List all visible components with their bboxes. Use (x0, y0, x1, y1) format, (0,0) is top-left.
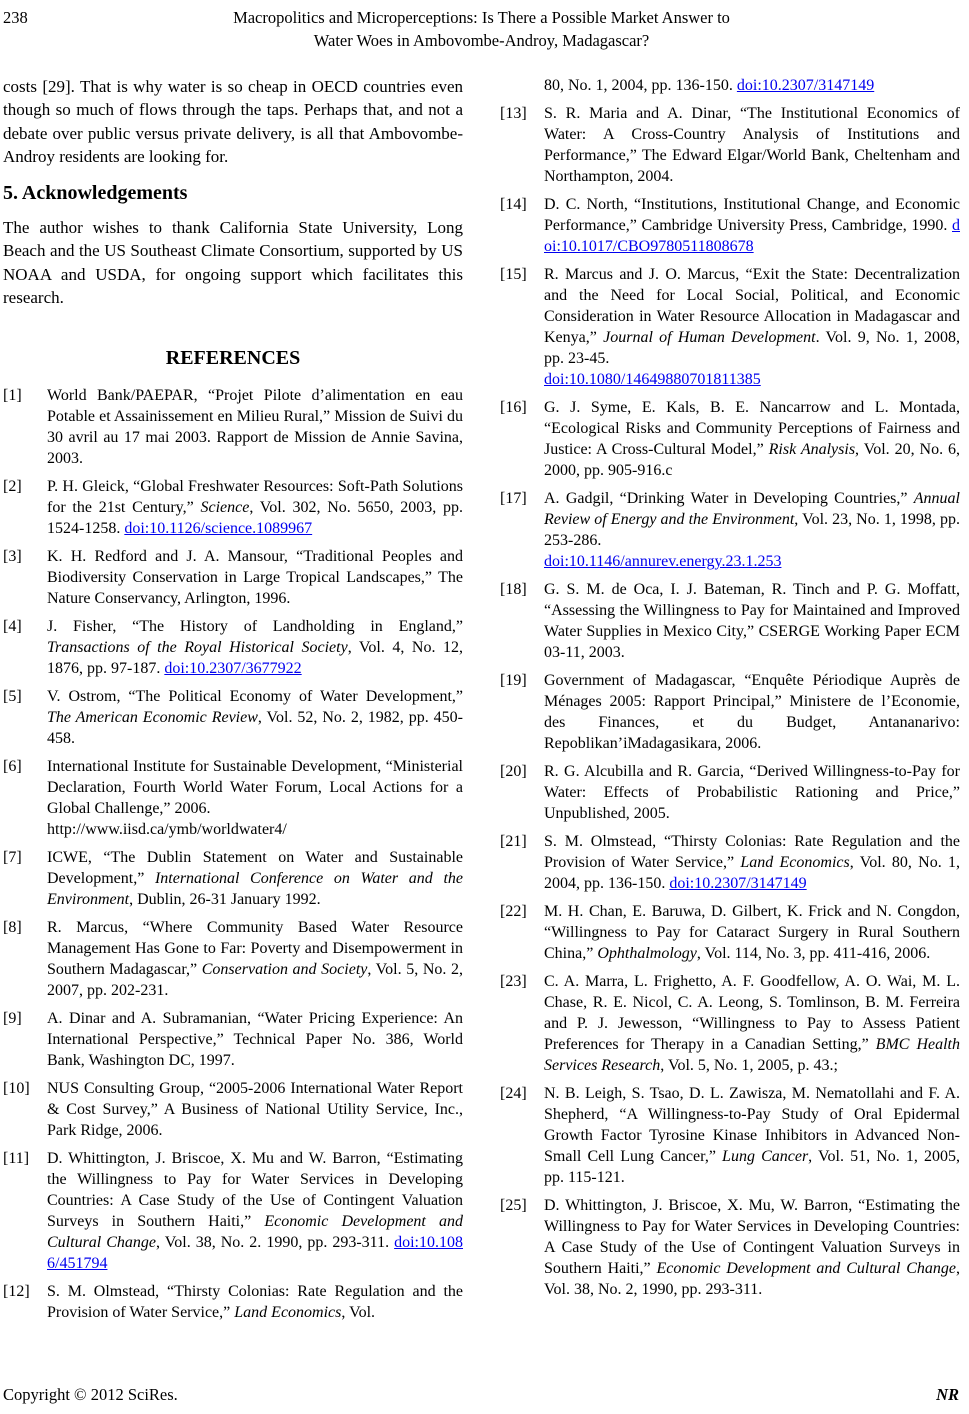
reference-text (544, 266, 960, 388)
reference-number: [13] (500, 105, 527, 122)
reference-text (544, 581, 960, 661)
reference-item (500, 397, 960, 481)
page-number: 238 (3, 8, 28, 27)
reference-segment: G. J. Syme, E. Kals, B. E. Nancarrow and L. Montada, “Ecological Risks and Community Perceptions of Fairness and Justice: A Cross-Cultural Model,” (544, 399, 960, 458)
reference-number: [15] (500, 266, 527, 283)
reference-number: [22] (500, 903, 527, 920)
reference-number: [18] (500, 581, 527, 598)
right-column (500, 75, 960, 1330)
reference-number: [11] (3, 1150, 30, 1168)
reference-segment: D. C. North, “Institutions, Institutional Change, and Economic Performance,” Cambridge University Press, Cambridge, 1990. (544, 196, 960, 234)
url-link[interactable]: http://www.iisd.ca/ymb/worldwater4/ (47, 821, 287, 839)
reference-text (47, 1283, 463, 1321)
reference-item (500, 264, 960, 390)
reference-number: [25] (500, 1197, 527, 1214)
reference-segment: S. M. Olmstead, “Thirsty Colonias: Rate Regulation and the Provision of Water Service,” (47, 1283, 463, 1322)
reference-segment: D. Whittington, J. Briscoe, X. Mu and W. Barron, “Estimating the Willingness to Pay for Water Services in Developing Countries: A Case Study of the Use of Contingent Valuation Surveys in Southern Haiti,” (47, 1150, 463, 1231)
reference-item (500, 579, 960, 663)
reference-segment: , Vol. 5, No. 2, 2007, pp. 202-231. (47, 961, 463, 1000)
reference-segment: , Vol. 302, No. 5650, 2003, pp. 1524-1258. (47, 499, 464, 538)
doi-link[interactable]: doi:10.1146/annurev.energy.23.1.253 (544, 553, 782, 570)
reference-item (3, 917, 463, 1001)
reference-number: [17] (500, 490, 527, 507)
reference-text (47, 849, 463, 908)
reference-segment: , Vol. 5, No. 1, 2005, p. 43.; (660, 1057, 838, 1074)
reference-text (47, 618, 463, 677)
doi-link[interactable]: doi:10.2307/3147149 (736, 77, 875, 94)
reference-number: [16] (500, 399, 527, 416)
reference-segment: N. B. Leigh, S. Tsao, D. L. Zawisza, M. Nematollahi and F. A. Shepherd, “A Willingness-to-Pay Study of Oral Epidermal Growth Factor Tyrosine Kinase Inhibitors in Advanced Non-Small Cell Lung Cancer,” (544, 1085, 960, 1165)
doi-link[interactable]: doi:10.1126/science.1089967 (124, 520, 313, 538)
reference-segment: M. H. Chan, E. Baruwa, D. Gilbert, K. Frick and N. Congdon, “Willingness to Pay for Cataract Surgery in Rural Southern China,” (544, 903, 960, 962)
reference-item (500, 1083, 960, 1188)
reference-segment: , Vol. 80, No. 1, 2004, pp. 136-150. (544, 854, 960, 892)
reference-item (3, 385, 463, 469)
reference-text (544, 1085, 960, 1186)
reference-segment: Government of Madagascar, “Enquête Périodique Auprès de Ménages 2005: Rapport Principal,” Ministere de l’Economie, des Finances, et du Budget, Antananarivo: Repoblikan’iMadagasikara, 2006. (544, 672, 960, 752)
reference-text (47, 1010, 463, 1069)
reference-number: [1] (3, 387, 22, 405)
reference-segment: . Vol. 9, No. 1, 2008, pp. 23-45. (544, 329, 961, 367)
italic-title: International Conference on Water and the Environment (47, 870, 463, 909)
italic-title: BMC Health Services Research (544, 1036, 960, 1074)
reference-item (3, 1008, 463, 1071)
reference-text (544, 833, 960, 892)
reference-item (3, 1148, 463, 1274)
reference-item (500, 971, 960, 1076)
reference-segment: R. Marcus, “Where Community Based Water Resource Management Has Gone to Far: Poverty and Disempowerment in Southern Madagascar,” (47, 919, 463, 979)
reference-text (544, 973, 960, 1074)
references-heading: REFERENCES (165, 347, 301, 370)
reference-segment: G. S. M. de Oca, I. J. Bateman, R. Tinch and P. G. Moffatt, “Assessing the Willingness to Pay for Maintained and Improved Water Supplies in Mexico City,” CSERGE Working Paper ECM 03-11, 2003. (544, 581, 960, 661)
reference-item (500, 488, 960, 572)
acknowledgements-text: The author wishes to thank California State University, Long Beach and the US Southeast Climate Consortium, supported by US NOAA and USDA, for ongoing support which facilitates this research. (3, 218, 463, 308)
reference-text (47, 1150, 463, 1272)
reference-item (500, 1195, 960, 1300)
italic-title: Journal of Human Development (603, 329, 816, 346)
reference-segment: D. Whittington, J. Briscoe, X. Mu, W. Barron, “Estimating the Willingness to Pay for Water Services in Developing Countries: A Case Study of the Use of Contingent Valuation Surveys in Southern Haiti,” (544, 1197, 960, 1277)
reference-number: [2] (3, 478, 22, 496)
reference-text (544, 490, 960, 570)
doi-link[interactable]: doi:10.2307/3677922 (164, 660, 302, 678)
reference-text (47, 919, 463, 999)
reference-segment: V. Ostrom, “The Political Economy of Water Development,” (47, 688, 463, 706)
reference-number: [24] (500, 1085, 527, 1102)
reference-segment: , Vol. 38, No. 2. 1990, pp. 293-311. (156, 1234, 395, 1252)
two-column-body (3, 75, 960, 1330)
italic-title: Conservation and Society (201, 961, 368, 979)
reference-text (544, 399, 960, 479)
reference-number: [8] (3, 919, 22, 937)
reference-number: [10] (3, 1080, 30, 1098)
italic-title: Transactions of the Royal Historical Society (47, 639, 348, 657)
reference-segment: R. Marcus and J. O. Marcus, “Exit the State: Decentralization and the Need for Local Social, Political, and Economic Consideration in Water Resource Allocation in Madagascar and Kenya,” (544, 266, 960, 346)
italic-title: Annual Review of Energy and the Environment (544, 490, 960, 528)
reference-item (3, 756, 463, 840)
reference-text (47, 478, 463, 537)
reference-item (3, 546, 463, 609)
journal-code: NR (936, 1385, 959, 1404)
reference-item (3, 1078, 463, 1141)
reference-item (500, 75, 960, 96)
reference-number: [4] (3, 618, 22, 636)
left-column (3, 75, 463, 1330)
copyright-notice: Copyright © 2012 SciRes. (3, 1385, 178, 1404)
reference-segment: ICWE, “The Dublin Statement on Water and Sustainable Development,” (47, 849, 463, 888)
reference-number: [19] (500, 672, 527, 689)
reference-segment: S. M. Olmstead, “Thirsty Colonias: Rate Regulation and the Provision of Water Service,” (544, 833, 960, 871)
reference-text (47, 758, 463, 838)
italic-title: The American Economic Review (47, 709, 258, 727)
reference-number: [23] (500, 973, 527, 990)
reference-item (3, 847, 463, 910)
italic-title: Economic Development and Cultural Change (656, 1260, 956, 1277)
reference-text (544, 1197, 960, 1298)
italic-title: Land Economics (234, 1304, 342, 1322)
reference-segment: R. G. Alcubilla and R. Garcia, “Derived Willingness-to-Pay for Water: Effects of Probabilistic Rationing and Price,” Unpublished, 2005. (544, 763, 960, 822)
reference-segment: P. H. Gleick, “Global Freshwater Resources: Soft-Path Solutions for the 21st Century,” (47, 478, 463, 517)
reference-item (500, 103, 960, 187)
reference-text (544, 903, 960, 962)
reference-item (3, 616, 463, 679)
reference-number: [5] (3, 688, 22, 706)
italic-title: Science (200, 499, 250, 517)
reference-item (3, 476, 463, 539)
reference-segment: A. Dinar and A. Subramanian, “Water Pricing Experience: An International Perspective,” Technical Paper No. 386, World Bank, Washington DC, 1997. (47, 1010, 463, 1070)
reference-number: [9] (3, 1010, 22, 1028)
reference-segment: K. H. Redford and J. A. Mansour, “Traditional Peoples and Biodiversity Conservation in Large Tropical Landscapes,” The Nature Conservancy, Arlington, 1996. (47, 548, 463, 608)
reference-segment: , Vol. 38, No. 2, 1990, pp. 293-311. (544, 1260, 960, 1298)
acknowledgements-heading: 5. Acknowledgements (3, 182, 188, 205)
italic-title: Lung Cancer (722, 1148, 809, 1165)
reference-text (47, 1080, 463, 1139)
page-header (3, 6, 960, 52)
running-title-line-1: Macropolitics and Microperceptions: Is There a Possible Market Answer to (233, 8, 730, 27)
reference-item (3, 686, 463, 749)
reference-item (500, 831, 960, 894)
doi-link[interactable]: doi:10.2307/3147149 (669, 875, 807, 892)
italic-title: Economic Development and Cultural Change (47, 1213, 463, 1252)
reference-item (500, 194, 960, 257)
reference-text (47, 387, 463, 467)
reference-segment: , Vol. 114, No. 3, pp. 411-416, 2006. (696, 945, 931, 962)
reference-number: [14] (500, 196, 527, 213)
reference-text (544, 196, 960, 255)
reference-item (500, 761, 960, 824)
reference-segment: 80, No. 1, 2004, pp. 136-150. (544, 77, 737, 94)
reference-item (500, 670, 960, 754)
reference-text (544, 105, 960, 185)
reference-number: [3] (3, 548, 22, 566)
reference-text (47, 548, 463, 607)
running-title-line-2: Water Woes in Ambovombe-Androy, Madagascar? (313, 31, 650, 50)
references-list-right (500, 75, 960, 1300)
closing-paragraph: costs [29]. That is why water is so cheap in OECD countries even though so much of flows through the taps. Perhaps that, and not a debate over public versus private delivery, is all that Ambovombe-Androy residents are looking for. (3, 77, 463, 166)
reference-text (544, 77, 874, 94)
references-list-left (3, 385, 463, 1323)
reference-segment: World Bank/PAEPAR, “Projet Pilote d’alimentation en eau Potable et Assainissement en Milieu Rural,” Mission de Suivi du 30 avril au 17 mai 2003. Rapport de Mission de Annie Savina, 2003. (47, 387, 463, 468)
reference-text (544, 672, 960, 752)
reference-text (47, 688, 463, 747)
reference-number: [6] (3, 758, 22, 776)
reference-text (544, 763, 960, 822)
italic-title: Ophthalmology (597, 945, 697, 962)
reference-segment: , Vol. 4, No. 12, 1876, pp. 97-187. (47, 639, 463, 678)
running-title (3, 6, 960, 52)
reference-segment: S. R. Maria and A. Dinar, “The Institutional Economics of Water: A Cross-Country Analysis of Institutions and Performance,” The Edward Elgar/World Bank, Cheltenham and Northampton, 2004. (544, 105, 960, 185)
reference-segment: J. Fisher, “The History of Landholding in England,” (47, 618, 463, 636)
reference-segment: C. A. Marra, L. Frighetto, A. F. Goodfellow, A. O. Wai, M. L. Chase, R. E. Nicol, C. A. Leong, S. Tomlinson, B. M. Ferreira and P. J. Jewesson, “Willingness to Pay to Assess Patient Preferences for Therapy in a Canadian Setting,” (544, 973, 960, 1053)
reference-segment: , Dublin, 26-31 January 1992. (129, 891, 321, 909)
reference-number: [7] (3, 849, 22, 867)
italic-title: Land Economics (740, 854, 850, 871)
reference-segment: , Vol. (341, 1304, 376, 1322)
reference-number: [21] (500, 833, 527, 850)
doi-link[interactable]: doi:10.1080/14649880701811385 (544, 371, 761, 388)
reference-segment: , Vol. 23, No. 1, 1998, pp. 253-286. (544, 511, 960, 549)
reference-number: [12] (3, 1283, 30, 1301)
reference-segment: NUS Consulting Group, “2005-2006 International Water Report & Cost Survey,” A Business of National Utility Service, Inc., Park Ridge, 2006. (47, 1080, 463, 1140)
page-footer (3, 1385, 959, 1405)
doi-link[interactable]: doi:10.1017/CBO9780511808678 (544, 217, 960, 255)
reference-segment: International Institute for Sustainable Development, “Ministerial Declaration, Fourth World Water Forum, Local Actions for a Global Challenge,” 2006. (47, 758, 463, 818)
reference-number: [20] (500, 763, 527, 780)
reference-segment: , Vol. 52, No. 2, 1982, pp. 450-458. (47, 709, 463, 748)
doi-link[interactable]: doi:10.1086/451794 (47, 1234, 463, 1273)
reference-item (500, 901, 960, 964)
italic-title: Risk Analysis (768, 441, 856, 458)
reference-segment: , Vol. 20, No. 6, 2000, pp. 905-916.c (544, 441, 960, 479)
reference-segment: A. Gadgil, “Drinking Water in Developing Countries,” (544, 490, 914, 507)
reference-item (3, 1281, 463, 1323)
reference-segment: , Vol. 51, No. 1, 2005, pp. 115-121. (544, 1148, 960, 1186)
